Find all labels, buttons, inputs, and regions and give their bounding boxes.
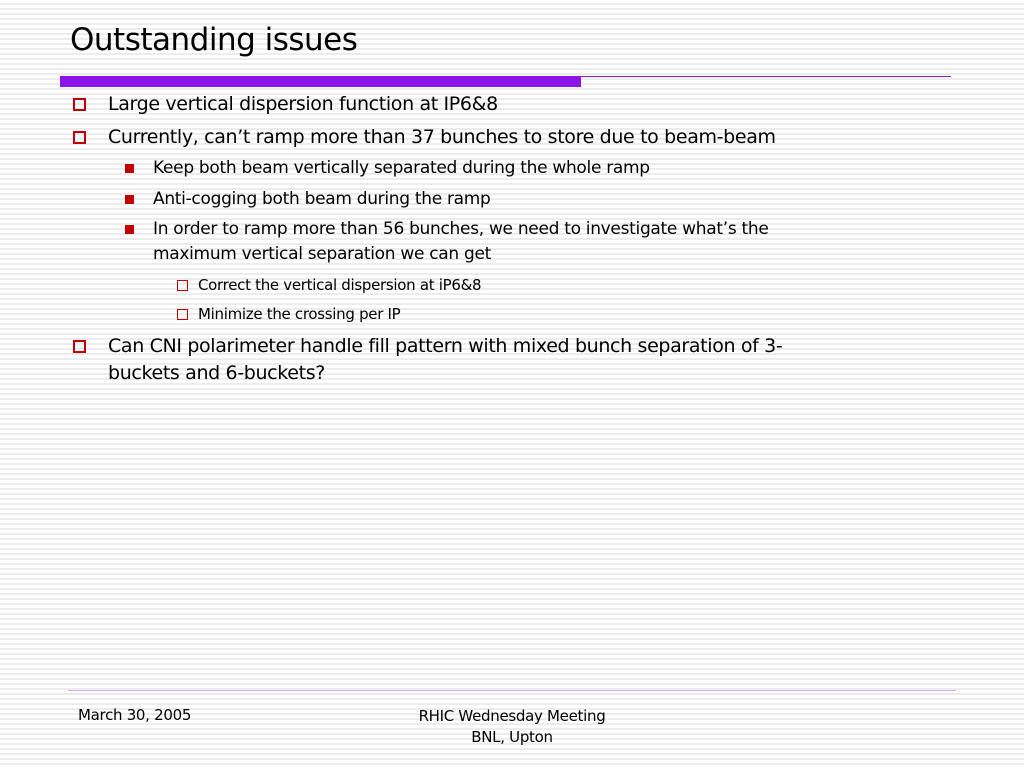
filled-square-bullet-icon <box>125 225 134 234</box>
hollow-square-bullet-icon <box>177 280 188 291</box>
filled-square-bullet-icon <box>125 164 134 173</box>
slide-title: Outstanding issues <box>70 22 358 58</box>
bullet-line: buckets and 6-buckets? <box>108 362 325 384</box>
bullet-line: Large vertical dispersion function at IP6&8 <box>108 93 498 115</box>
title-underline-thick <box>60 76 581 87</box>
footer-meeting-name: RHIC Wednesday Meeting <box>418 707 606 725</box>
sub-sub-bullet-item-2 <box>198 304 400 324</box>
hollow-square-bullet-icon <box>73 340 86 353</box>
hollow-square-bullet-icon <box>73 131 86 144</box>
hollow-square-bullet-icon <box>73 98 86 111</box>
filled-square-bullet-icon <box>125 195 134 204</box>
footer-meeting-info <box>362 706 662 748</box>
bullet-line: Keep both beam vertically separated during the whole ramp <box>153 158 650 178</box>
sub-bullet-item-1 <box>153 156 650 181</box>
bullet-line: Minimize the crossing per IP <box>198 305 401 323</box>
bullet-line: Anti-cogging both beam during the ramp <box>153 189 491 209</box>
bullet-item-3 <box>108 333 782 387</box>
footer-divider <box>68 690 956 691</box>
bullet-line: Currently, can’t ramp more than 37 bunches to store due to beam-beam <box>108 126 776 148</box>
bullet-item-2 <box>108 124 776 151</box>
hollow-square-bullet-icon <box>177 309 188 320</box>
sub-bullet-item-2 <box>153 187 491 212</box>
sub-bullet-item-3 <box>153 217 769 267</box>
bullet-line: In order to ramp more than 56 bunches, we need to investigate what’s the <box>153 219 769 239</box>
bullet-item-1 <box>108 91 498 118</box>
footer-location: BNL, Upton <box>471 728 553 746</box>
sub-sub-bullet-item-1 <box>198 275 481 295</box>
title-underline-thin <box>581 76 951 77</box>
bullet-line: Can CNI polarimeter handle fill pattern with mixed bunch separation of 3- <box>108 335 783 357</box>
footer-date: March 30, 2005 <box>78 706 192 724</box>
bullet-line: maximum vertical separation we can get <box>153 244 491 264</box>
bullet-line: Correct the vertical dispersion at iP6&8 <box>198 276 482 294</box>
